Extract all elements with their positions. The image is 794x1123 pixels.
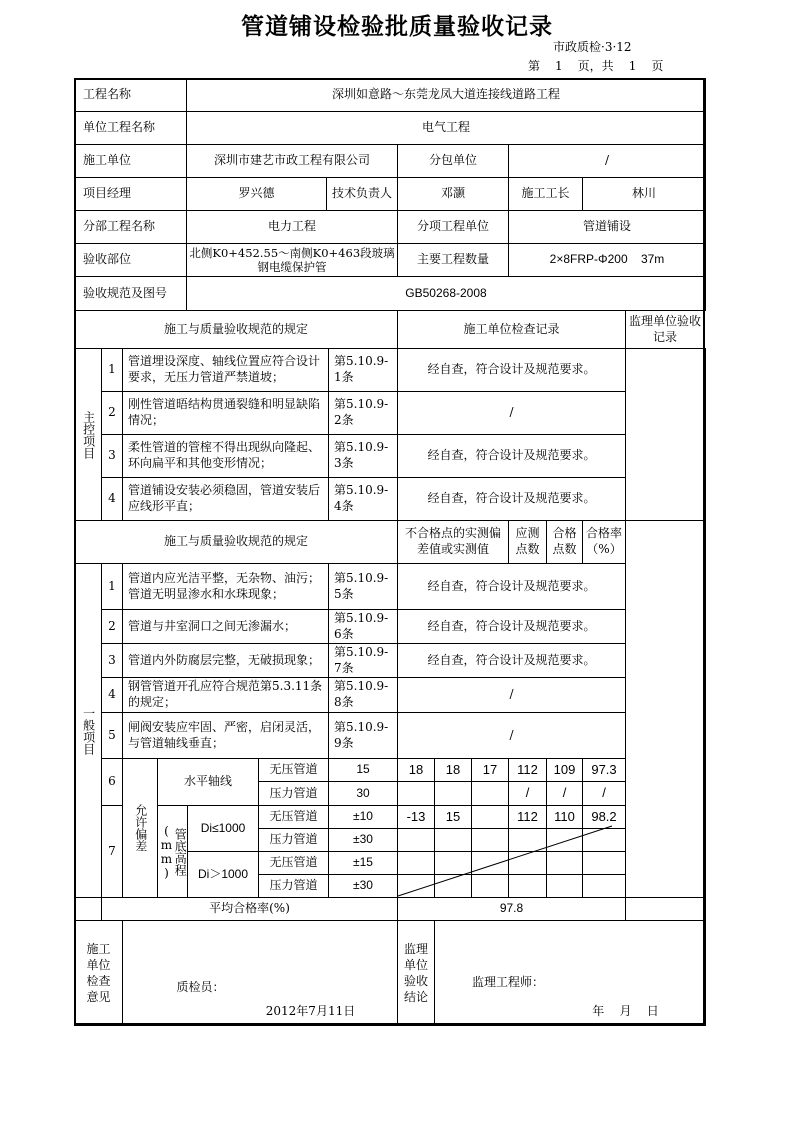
general-header-spec: 施工与质量验收规范的规定 [74,520,398,564]
measured-value [434,828,472,852]
measured-value: 112 [508,758,547,782]
quantity-label: 主要工程数量 [397,243,509,277]
tolerance-value: ±30 [328,874,398,898]
main-item-text: 柔性管道的管榁不得出现纵向隆起、环向扁平和其他变形情况； [122,434,329,478]
general-item-result: 经自查，符合设计及规范要求。 [397,563,626,610]
unit-project-label: 单位工程名称 [74,111,187,145]
measured-value [546,874,583,898]
page-number: 1 [555,59,563,73]
main-item-result: 经自查，符合设计及规范要求。 [397,434,626,478]
main-header-supervision: 监理单位验收记录 [625,310,705,349]
measured-value: 110 [546,805,583,829]
construction-opinion-label: 施工单位检查意见 [74,920,123,1026]
pipe-type: 压力管道 [258,874,329,898]
main-item-text: 管道埋设深度、轴线位置应符合设计要求，无压力管道严禁道坡； [122,348,329,392]
subitem-value: 管道铺设 [508,210,706,244]
measured-value [582,851,626,875]
project-label: 工程名称 [74,78,187,112]
pipe-type: 压力管道 [258,828,329,852]
tolerance-value: ±15 [328,851,398,875]
form-code: 市政质检·3·12 [553,40,632,54]
form-title: 管道铺设检验批质量验收记录 [241,14,553,40]
main-item-clause: 第5.10.9-4条 [328,477,398,521]
inspector-label: 质检员： [176,980,225,995]
average-pass-rate-label: 平均合格率(%) [101,897,398,921]
page-total: 1 [628,59,637,73]
location-value: 北侧K0+452.55～南侧K0+463段玻璃钢电缆保护管 [186,243,398,277]
general-item-clause: 第5.10.9-9条 [328,712,398,759]
general-item-clause: 第5.10.9-5条 [328,563,398,610]
measured-value: 109 [546,758,583,782]
manager-value: 罗兴德 [186,177,327,211]
general-header-rate: 合格率（%） [582,520,626,564]
foreman-label: 施工工长 [508,177,583,211]
main-item-clause: 第5.10.9-2条 [328,391,398,435]
main-item-no: 2 [101,391,123,435]
division-value: 电力工程 [186,210,398,244]
general-item-no: 3 [101,643,123,678]
measured-value [471,805,509,829]
subcontract-value: / [508,144,706,178]
measured-value [434,781,472,806]
general-item-result: 经自查，符合设计及规范要求。 [397,609,626,644]
measured-value [434,874,472,898]
diameter-large-label: Di＞1000 [187,851,259,898]
row7-number: 7 [101,805,123,898]
measured-value [434,851,472,875]
general-item-no: 2 [101,609,123,644]
main-header-check: 施工单位检查记录 [397,310,626,349]
row6-number: 6 [101,758,123,806]
general-item-clause: 第5.10.9-6条 [328,609,398,644]
main-item-text: 管道铺设安装必须稳固，管道安装后应线形平直； [122,477,329,521]
main-supervision-cell [625,348,706,521]
main-item-no: 4 [101,477,123,521]
supervision-conclusion-label: 监理单位验收结论 [397,920,435,1026]
general-item-result: / [397,712,626,759]
page-prefix: 第 [528,59,541,73]
tolerance-value: ±30 [328,828,398,852]
main-item-text: 刚性管道晤结构贯通裂缝和明显缺陷情况； [122,391,329,435]
general-header-pass-points: 合格点数 [546,520,583,564]
measured-value: / [546,781,583,806]
location-label: 验收部位 [74,243,187,277]
measured-value: 18 [434,758,472,782]
measured-value [508,828,547,852]
measured-value [508,851,547,875]
measured-value [397,781,435,806]
measured-value: -13 [397,805,435,829]
average-blank-cell [625,897,706,921]
construction-unit-label: 施工单位 [74,144,187,178]
measured-value: 17 [471,758,509,782]
tech-label: 技术负责人 [326,177,398,211]
main-item-result: 经自查，符合设计及规范要求。 [397,348,626,392]
general-item-clause: 第5.10.9-8条 [328,677,398,713]
allowable-deviation-label: 允许偏差 [122,758,158,898]
measured-value [582,828,626,852]
foreman-value: 林川 [582,177,706,211]
measured-value: / [582,781,626,806]
general-item-no: 4 [101,677,123,713]
quantity-value: 2×8FRP-Φ200 37m [508,243,706,277]
general-item-text: 管道与井室洞口之间无渗漏水； [122,609,329,644]
measured-value [582,874,626,898]
pipe-type: 无压管道 [258,805,329,829]
manager-label: 项目经理 [74,177,187,211]
general-header-points: 应测点数 [508,520,547,564]
general-group-label: 一般项目 [74,563,102,898]
diameter-small-label: Di≤1000 [187,805,259,852]
general-item-clause: 第5.10.9-7条 [328,643,398,678]
main-control-group-label: 主控项目 [74,348,102,521]
general-header-deviation: 不合格点的实测偏差值或实测值 [397,520,509,564]
general-item-text: 管道内外防腐层完整，无破损现象； [122,643,329,678]
main-header-spec: 施工与质量验收规范的规定 [74,310,398,349]
measured-value [397,828,435,852]
spec-label: 验收规范及图号 [74,276,187,311]
inspection-date: 2012年7月11日 [265,1003,356,1018]
general-item-result: / [397,677,626,713]
tolerance-value: 15 [328,758,398,782]
general-item-text: 钢管管道开孔应符合规范第5.3.11条的规定； [122,677,329,713]
measured-value [546,851,583,875]
division-label: 分部工程名称 [74,210,187,244]
measured-value: 15 [434,805,472,829]
unit-project-value: 电气工程 [186,111,706,145]
measured-value: 112 [508,805,547,829]
main-item-result: 经自查，符合设计及规范要求。 [397,477,626,521]
pipe-type: 压力管道 [258,781,329,806]
average-pass-rate-value: 97.8 [397,897,626,921]
measured-value [508,874,547,898]
measured-value: 97.3 [582,758,626,782]
measured-value [546,828,583,852]
construction-unit-value: 深圳市建艺市政工程有限公司 [186,144,398,178]
tolerance-value: 30 [328,781,398,806]
measured-value [471,851,509,875]
subcontract-label: 分包单位 [397,144,509,178]
pipe-type: 无压管道 [258,851,329,875]
project-value: 深圳如意路～东莞龙凤大道连接线道路工程 [186,78,706,112]
general-item-no: 1 [101,563,123,610]
pipe-bottom-elevation-label: 管底高程(mm) [157,805,188,898]
supervision-engineer-label: 监理工程师： [471,975,544,990]
measured-value [471,781,509,806]
spec-value: GB50268-2008 [186,276,706,311]
main-item-no: 1 [101,348,123,392]
measured-value: / [508,781,547,806]
measured-value [471,828,509,852]
tech-value: 邓灏 [397,177,509,211]
pipe-type: 无压管道 [258,758,329,782]
main-item-clause: 第5.10.9-3条 [328,434,398,478]
general-item-no: 5 [101,712,123,759]
supervision-date: 年 月 日 [592,1003,659,1018]
measured-value [471,874,509,898]
measured-value: 98.2 [582,805,626,829]
measured-value: 18 [397,758,435,782]
page-suffix: 页 [651,59,664,73]
subitem-label: 分项工程单位 [397,210,509,244]
main-item-result: / [397,391,626,435]
main-item-no: 3 [101,434,123,478]
tolerance-value: ±10 [328,805,398,829]
general-item-result: 经自查，符合设计及规范要求。 [397,643,626,678]
horizontal-axis-label: 水平轴线 [157,758,259,806]
page-mid: 页，共 [577,59,614,73]
general-item-text: 闸阀安装应牢固、严密，启闭灵活，与管道轴线垂直； [122,712,329,759]
general-supervision-cell [625,520,706,898]
measured-value [397,874,435,898]
general-item-text: 管道内应光洁平整，无杂物、油污；管道无明显渗水和水珠现象； [122,563,329,610]
main-item-clause: 第5.10.9-1条 [328,348,398,392]
measured-value [397,851,435,875]
